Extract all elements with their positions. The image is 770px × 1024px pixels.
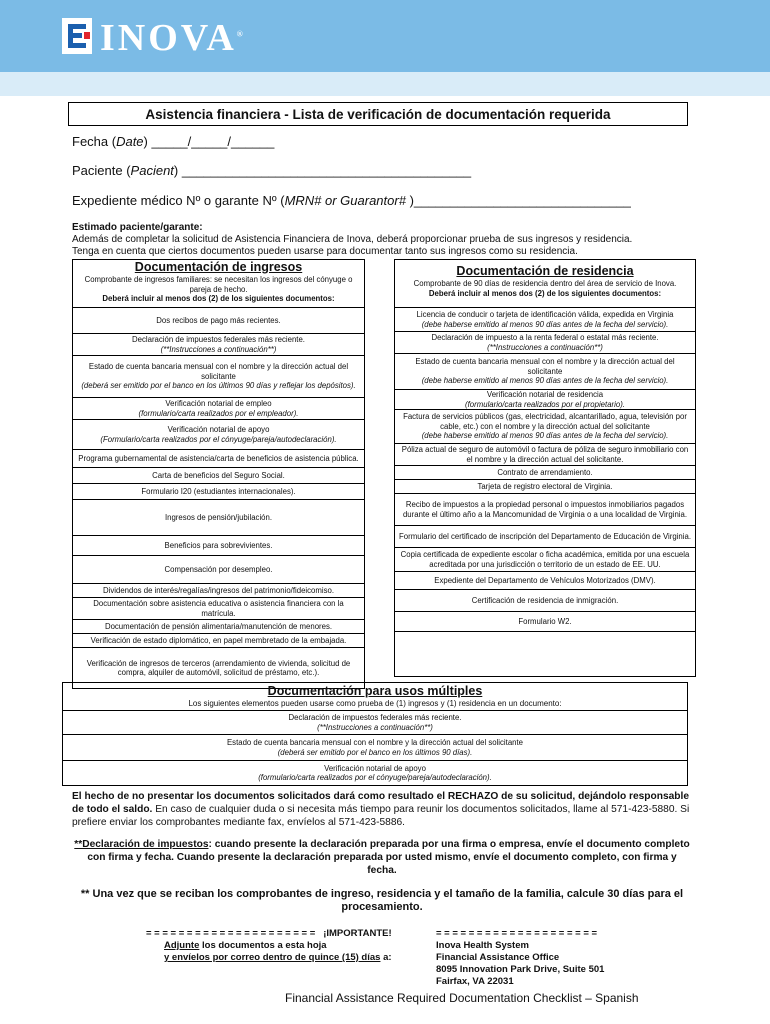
residence-row xyxy=(395,590,695,612)
residence-row xyxy=(395,632,695,676)
income-row xyxy=(73,536,364,556)
multi-use-row-text: Verificación notarial de apoyo xyxy=(324,763,426,773)
income-row xyxy=(73,500,364,536)
income-row xyxy=(73,420,364,450)
multi-use-header: Documentación para usos múltiples Los siguientes elementos pueden usarse como prueba de (1) ingresos y (1) residencia en un documento: xyxy=(63,683,687,711)
income-row-text: Formulario I20 (estudiantes internacionales). xyxy=(141,486,296,496)
intro-text: Estimado paciente/garante: Además de completar la solicitud de Asistencia Financiera de Inova, deberá proporcionar prueba de sus ingresos y residencia. Tenga en cuenta que ciertos documentos pueden usarse para documentar tanto sus ingresos como su residencia. xyxy=(72,222,633,257)
income-row xyxy=(73,398,364,420)
multi-use-row xyxy=(63,761,687,785)
income-row xyxy=(73,450,364,468)
residence-header: Documentación de residencia Comprobante de 90 días de residencia dentro del área de servicio de Inova. Deberá incluir al menos dos (2) de los siguientes documentos: xyxy=(395,260,695,308)
income-row-text: Beneficios para sobrevivientes. xyxy=(164,540,273,550)
rejection-warning: El hecho de no presentar los documentos solicitados dará como resultado el RECHAZO de su solicitud, dejándolo responsable de todo el saldo. En caso de cualquier duda o si necesita más tiempo para reunir los documentos solicitados, llame al 571-423-5880. Si prefiere enviar los comprobantes mediante fax, envíelos al 571-423-5886. xyxy=(72,791,690,828)
residence-row xyxy=(395,526,695,548)
residence-row-text: Verificación notarial de residencia xyxy=(486,390,604,399)
inova-logo-icon xyxy=(62,18,92,54)
header-strip xyxy=(0,72,770,96)
income-row-text: Verificación notarial de empleo xyxy=(165,399,272,408)
income-row xyxy=(73,334,364,356)
residence-row-text: Formulario W2. xyxy=(518,616,572,626)
residence-row-text: Contrato de arrendamiento. xyxy=(497,467,593,477)
income-row-text: Verificación de estado diplomático, en papel membretado de la embajada. xyxy=(90,635,347,645)
residence-row xyxy=(395,494,695,526)
inova-logo-text: INOVA® xyxy=(100,17,243,59)
income-row xyxy=(73,556,364,584)
multi-use-row-note: (deberá ser emitido por el banco en los últimos 90 días). xyxy=(277,747,473,757)
income-row-text: Verificación de ingresos de terceros (arrendamiento de vivienda, solicitud de compra, alquiler de automóvil, solicitud de préstamo, etc.). xyxy=(86,658,351,677)
income-row xyxy=(73,308,364,334)
residence-row-text: Certificación de residencia de inmigración. xyxy=(471,595,619,605)
residence-documentation-table xyxy=(394,259,696,677)
income-row xyxy=(73,356,364,398)
income-row-text: Documentación de pensión alimentaria/manutención de menores. xyxy=(104,621,333,631)
residence-row-text: Expediente del Departamento de Vehículos Motorizados (DMV). xyxy=(434,575,656,585)
income-row xyxy=(73,468,364,484)
residence-row xyxy=(395,444,695,466)
income-row xyxy=(73,584,364,598)
income-row-note: (deberá ser emitido por el banco en los últimos 90 días y reflejar los depósitos). xyxy=(81,381,356,391)
income-row-text: Documentación sobre asistencia educativa o asistencia financiera con la matrícula. xyxy=(93,599,344,618)
income-row-note: (**Instrucciones a continuación**) xyxy=(160,344,277,354)
mailing-address: = = = = = = = = = = = = = = = = = = = = Inova Health System Financial Assistance Office 8095 Innovation Park Drive, Suite 501 Fairfax, VA 22031 xyxy=(436,928,605,987)
residence-row xyxy=(395,572,695,590)
income-row-text: Ingresos de pensión/jubilación. xyxy=(164,512,273,522)
page-footer: Financial Assistance Required Documentation Checklist – Spanish xyxy=(285,991,639,1005)
residence-row xyxy=(395,390,695,410)
important-left: = = = = = = = = = = = = = = = = = = = = = ¡IMPORTANTE! Adjunte los documentos a esta hoja y envíelos por correo dentro de quince (15) días a: xyxy=(146,928,392,963)
income-row-text: Dos recibos de pago más recientes. xyxy=(156,315,281,325)
residence-row-text: Recibo de impuestos a la propiedad personal o impuestos inmobiliarios pagados durante el último año a la Mancomunidad de Virginia o a una localidad de Virginia. xyxy=(402,500,688,519)
residence-row-text: Formulario del certificado de inscripción del Departamento de Educación de Virginia. xyxy=(399,531,691,541)
multi-use-row xyxy=(63,711,687,735)
residence-row xyxy=(395,612,695,632)
residence-row-text: Factura de servicios públicos (gas, electricidad, alcantarillado, agua, televisión por cable, etc.) con el nombre y la dirección actual del solicitante xyxy=(403,412,687,431)
residence-row-note: (**Instrucciones a continuación**) xyxy=(487,342,603,352)
patient-field[interactable]: Paciente (Pacient) ________________________________________ xyxy=(72,163,472,178)
income-row xyxy=(73,620,364,634)
income-row-note: (formulario/carta realizados por el empleador). xyxy=(138,408,299,418)
income-documentation-table xyxy=(72,259,365,689)
residence-row-note: (debe haberse emitido al menos 90 días antes de la fecha del servicio). xyxy=(421,319,669,329)
residence-row xyxy=(395,466,695,480)
residence-row-text: Póliza actual de seguro de automóvil o factura de póliza de seguro inmobiliario con el nombre y la dirección actual del solicitante. xyxy=(401,445,689,464)
residence-row xyxy=(395,410,695,444)
mrn-field[interactable]: Expediente médico Nº o garante Nº (MRN# or Guarantor# )______________________________ xyxy=(72,193,631,208)
multi-use-row-note: (formulario/carta realizados por el cónyuge/pareja/autodeclaración). xyxy=(258,773,492,782)
income-row xyxy=(73,634,364,648)
income-row-text: Programa gubernamental de asistencia/carta de beneficios de asistencia pública. xyxy=(78,453,359,463)
residence-row-text: Declaración de impuesto a la renta federal o estatal más reciente. xyxy=(431,333,659,342)
residence-row xyxy=(395,354,695,390)
processing-time-note: ** Una vez que se reciban los comprobantes de ingreso, residencia y el tamaño de la familia, calcule 30 días para el procesamiento. xyxy=(80,888,684,913)
residence-row-note: (debe haberse emitido al menos 90 días antes de la fecha del servicio). xyxy=(421,431,669,441)
residence-row-text: Licencia de conducir o tarjeta de identificación válida, expedida en Virginia xyxy=(416,310,674,319)
income-row xyxy=(73,598,364,620)
multi-use-row-text: Declaración de impuestos federales más reciente. xyxy=(288,713,462,722)
residence-row-text: Tarjeta de registro electoral de Virginia. xyxy=(477,481,613,491)
income-row-text: Verificación notarial de apoyo xyxy=(167,425,270,434)
residence-row xyxy=(395,548,695,572)
income-row-text: Declaración de impuestos federales más reciente. xyxy=(132,335,305,344)
residence-row xyxy=(395,480,695,494)
residence-row-note: (formulario/carta realizados por el propietario). xyxy=(465,399,625,409)
residence-row-text: Copia certificada de expediente escolar o ficha académica, emitida por una escuela acreditada por una jurisdicción o territorio de un estado de EE. UU. xyxy=(400,550,690,569)
multi-use-documentation-table xyxy=(62,682,688,786)
residence-row-note: (debe haberse emitido al menos 90 días antes de la fecha del servicio). xyxy=(421,376,669,386)
tax-return-note: **Declaración de impuestos: cuando presente la declaración preparada por una firma o empresa, envíe el documento completo con firma y fecha. Cuando presente la declaración preparada por usted mismo, envíe el documento completo, con firma y fecha. xyxy=(74,839,690,876)
residence-row xyxy=(395,332,695,354)
income-header: Documentación de ingresos Comprobante de ingresos familiares: se necesitan los ingresos del cónyuge o pareja de hecho. Deberá incluir al menos dos (2) de los siguientes documentos: xyxy=(73,260,364,308)
income-row-text: Dividendos de interés/regalías/ingresos del patrimonio/fideicomiso. xyxy=(103,585,334,595)
multi-use-row-text: Estado de cuenta bancaria mensual con el nombre y la dirección actual del solicitante xyxy=(226,738,524,747)
income-row xyxy=(73,484,364,500)
multi-use-row xyxy=(63,735,687,761)
income-row-note: (Formulario/carta realizados por el cónyuge/pareja/autodeclaración). xyxy=(100,434,337,444)
residence-row-text: Estado de cuenta bancaria mensual con el nombre y la dirección actual del solicitante xyxy=(415,357,675,376)
income-row-text: Estado de cuenta bancaria mensual con el nombre y la dirección actual del solicitante xyxy=(88,362,349,381)
document-title: Asistencia financiera - Lista de verificación de documentación requerida xyxy=(68,102,688,126)
income-row-text: Compensación por desempleo. xyxy=(164,564,273,574)
income-row-text: Carta de beneficios del Seguro Social. xyxy=(152,470,285,480)
multi-use-row-note: (**Instrucciones a continuación**) xyxy=(317,722,433,732)
residence-row xyxy=(395,308,695,332)
date-field[interactable]: Fecha (Date) _____/_____/______ xyxy=(72,134,275,149)
